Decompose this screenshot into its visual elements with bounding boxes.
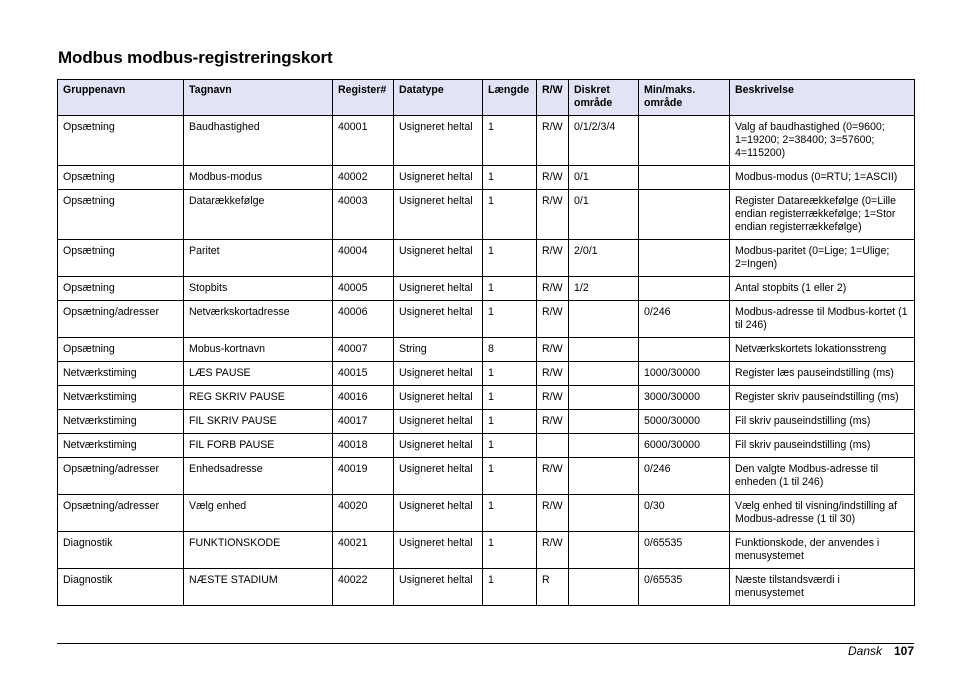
datatype-cell: Usigneret heltal bbox=[394, 301, 483, 338]
min-max-range-cell bbox=[639, 190, 730, 240]
group-cell: Opsætning/adresser bbox=[58, 301, 184, 338]
min-max-range-cell: 0/65535 bbox=[639, 532, 730, 569]
tag-cell: Stopbits bbox=[184, 277, 333, 301]
register-cell: 40007 bbox=[333, 338, 394, 362]
rw-cell: R/W bbox=[537, 338, 569, 362]
tag-cell: Netværkskortadresse bbox=[184, 301, 333, 338]
min-max-range-cell: 0/65535 bbox=[639, 569, 730, 606]
description-cell: Register Datareækkefølge (0=Lille endian registerrækkefølge; 1=Stor endian registerrækkefølge) bbox=[730, 190, 915, 240]
group-cell: Opsætning bbox=[58, 277, 184, 301]
min-max-range-cell bbox=[639, 116, 730, 166]
datatype-cell: Usigneret heltal bbox=[394, 240, 483, 277]
discrete-range-cell: 0/1 bbox=[569, 190, 639, 240]
tag-cell: NÆSTE STADIUM bbox=[184, 569, 333, 606]
column-header-rw: R/W bbox=[537, 80, 569, 116]
discrete-range-cell bbox=[569, 569, 639, 606]
tag-cell: Baudhastighed bbox=[184, 116, 333, 166]
tag-cell: LÆS PAUSE bbox=[184, 362, 333, 386]
length-cell: 1 bbox=[483, 166, 537, 190]
rw-cell: R/W bbox=[537, 362, 569, 386]
length-cell: 1 bbox=[483, 277, 537, 301]
discrete-range-cell: 1/2 bbox=[569, 277, 639, 301]
datatype-cell: Usigneret heltal bbox=[394, 362, 483, 386]
datatype-cell: Usigneret heltal bbox=[394, 458, 483, 495]
tag-cell: Mobus-kortnavn bbox=[184, 338, 333, 362]
register-cell: 40018 bbox=[333, 434, 394, 458]
length-cell: 1 bbox=[483, 532, 537, 569]
min-max-range-cell: 0/246 bbox=[639, 301, 730, 338]
page-title: Modbus modbus-registreringskort bbox=[58, 48, 333, 67]
datatype-cell: Usigneret heltal bbox=[394, 277, 483, 301]
description-cell: Vælg enhed til visning/indstilling af Modbus-adresse (1 til 30) bbox=[730, 495, 915, 532]
rw-cell: R/W bbox=[537, 458, 569, 495]
table-header-row bbox=[58, 80, 915, 116]
column-header-discrete-range: Diskret område bbox=[569, 80, 639, 116]
min-max-range-cell: 0/246 bbox=[639, 458, 730, 495]
group-cell: Opsætning bbox=[58, 190, 184, 240]
table-row bbox=[58, 116, 915, 166]
register-cell: 40001 bbox=[333, 116, 394, 166]
register-cell: 40017 bbox=[333, 410, 394, 434]
table-row bbox=[58, 277, 915, 301]
length-cell: 1 bbox=[483, 386, 537, 410]
discrete-range-cell bbox=[569, 434, 639, 458]
rw-cell: R bbox=[537, 569, 569, 606]
length-cell: 1 bbox=[483, 240, 537, 277]
datatype-cell: Usigneret heltal bbox=[394, 495, 483, 532]
register-cell: 40020 bbox=[333, 495, 394, 532]
rw-cell: R/W bbox=[537, 240, 569, 277]
tag-cell: Paritet bbox=[184, 240, 333, 277]
description-cell: Funktionskode, der anvendes i menusystemet bbox=[730, 532, 915, 569]
datatype-cell: Usigneret heltal bbox=[394, 166, 483, 190]
discrete-range-cell bbox=[569, 362, 639, 386]
min-max-range-cell: 5000/30000 bbox=[639, 410, 730, 434]
length-cell: 1 bbox=[483, 190, 537, 240]
discrete-range-cell: 0/1 bbox=[569, 166, 639, 190]
discrete-range-cell bbox=[569, 532, 639, 569]
group-cell: Diagnostik bbox=[58, 569, 184, 606]
rw-cell: R/W bbox=[537, 532, 569, 569]
tag-cell: Vælg enhed bbox=[184, 495, 333, 532]
register-cell: 40003 bbox=[333, 190, 394, 240]
length-cell: 1 bbox=[483, 569, 537, 606]
register-cell: 40005 bbox=[333, 277, 394, 301]
rw-cell bbox=[537, 434, 569, 458]
length-cell: 1 bbox=[483, 495, 537, 532]
description-cell: Valg af baudhastighed (0=9600; 1=19200; 2=38400; 3=57600; 4=115200) bbox=[730, 116, 915, 166]
footer-divider bbox=[57, 643, 914, 644]
table-row bbox=[58, 338, 915, 362]
discrete-range-cell bbox=[569, 301, 639, 338]
table-row bbox=[58, 301, 915, 338]
length-cell: 1 bbox=[483, 362, 537, 386]
min-max-range-cell: 3000/30000 bbox=[639, 386, 730, 410]
discrete-range-cell bbox=[569, 495, 639, 532]
table-row bbox=[58, 532, 915, 569]
table-row bbox=[58, 458, 915, 495]
min-max-range-cell: 0/30 bbox=[639, 495, 730, 532]
min-max-range-cell bbox=[639, 277, 730, 301]
discrete-range-cell: 2/0/1 bbox=[569, 240, 639, 277]
description-cell: Næste tilstandsværdi i menusystemet bbox=[730, 569, 915, 606]
page-number: 107 bbox=[893, 644, 914, 658]
datatype-cell: Usigneret heltal bbox=[394, 190, 483, 240]
datatype-cell: Usigneret heltal bbox=[394, 532, 483, 569]
group-cell: Netværkstiming bbox=[58, 410, 184, 434]
datatype-cell: Usigneret heltal bbox=[394, 386, 483, 410]
table-row bbox=[58, 495, 915, 532]
min-max-range-cell bbox=[639, 240, 730, 277]
table-row bbox=[58, 569, 915, 606]
register-cell: 40015 bbox=[333, 362, 394, 386]
description-cell: Den valgte Modbus-adresse til enheden (1 til 246) bbox=[730, 458, 915, 495]
length-cell: 8 bbox=[483, 338, 537, 362]
rw-cell: R/W bbox=[537, 410, 569, 434]
tag-cell: REG SKRIV PAUSE bbox=[184, 386, 333, 410]
column-header-min-max-range: Min/maks. område bbox=[639, 80, 730, 116]
description-cell: Modbus-adresse til Modbus-kortet (1 til 246) bbox=[730, 301, 915, 338]
rw-cell: R/W bbox=[537, 166, 569, 190]
description-cell: Antal stopbits (1 eller 2) bbox=[730, 277, 915, 301]
footer-language: Dansk bbox=[847, 644, 882, 658]
tag-cell: FIL FORB PAUSE bbox=[184, 434, 333, 458]
column-header-description: Beskrivelse bbox=[730, 80, 915, 116]
length-cell: 1 bbox=[483, 116, 537, 166]
column-header-datatype: Datatype bbox=[394, 80, 483, 116]
length-cell: 1 bbox=[483, 458, 537, 495]
length-cell: 1 bbox=[483, 410, 537, 434]
table-row bbox=[58, 166, 915, 190]
length-cell: 1 bbox=[483, 301, 537, 338]
datatype-cell: String bbox=[394, 338, 483, 362]
discrete-range-cell: 0/1/2/3/4 bbox=[569, 116, 639, 166]
column-header-length: Længde bbox=[483, 80, 537, 116]
description-cell: Netværkskortets lokationsstreng bbox=[730, 338, 915, 362]
group-cell: Opsætning bbox=[58, 116, 184, 166]
datatype-cell: Usigneret heltal bbox=[394, 116, 483, 166]
group-cell: Netværkstiming bbox=[58, 434, 184, 458]
datatype-cell: Usigneret heltal bbox=[394, 410, 483, 434]
description-cell: Fil skriv pauseindstilling (ms) bbox=[730, 434, 915, 458]
group-cell: Opsætning bbox=[58, 166, 184, 190]
table-row bbox=[58, 240, 915, 277]
register-cell: 40002 bbox=[333, 166, 394, 190]
description-cell: Register læs pauseindstilling (ms) bbox=[730, 362, 915, 386]
table-row bbox=[58, 386, 915, 410]
rw-cell: R/W bbox=[537, 301, 569, 338]
discrete-range-cell bbox=[569, 338, 639, 362]
register-cell: 40006 bbox=[333, 301, 394, 338]
column-header-group: Gruppenavn bbox=[58, 80, 184, 116]
column-header-tag: Tagnavn bbox=[184, 80, 333, 116]
min-max-range-cell: 1000/30000 bbox=[639, 362, 730, 386]
rw-cell: R/W bbox=[537, 116, 569, 166]
rw-cell: R/W bbox=[537, 190, 569, 240]
register-cell: 40019 bbox=[333, 458, 394, 495]
group-cell: Netværkstiming bbox=[58, 386, 184, 410]
length-cell: 1 bbox=[483, 434, 537, 458]
tag-cell: FUNKTIONSKODE bbox=[184, 532, 333, 569]
description-cell: Modbus-modus (0=RTU; 1=ASCII) bbox=[730, 166, 915, 190]
table-row bbox=[58, 362, 915, 386]
group-cell: Opsætning/adresser bbox=[58, 458, 184, 495]
min-max-range-cell bbox=[639, 166, 730, 190]
register-cell: 40016 bbox=[333, 386, 394, 410]
register-cell: 40022 bbox=[333, 569, 394, 606]
discrete-range-cell bbox=[569, 410, 639, 434]
min-max-range-cell: 6000/30000 bbox=[639, 434, 730, 458]
tag-cell: FIL SKRIV PAUSE bbox=[184, 410, 333, 434]
group-cell: Opsætning bbox=[58, 338, 184, 362]
modbus-register-table bbox=[57, 79, 915, 606]
description-cell: Modbus-paritet (0=Lige; 1=Ulige; 2=Ingen) bbox=[730, 240, 915, 277]
discrete-range-cell bbox=[569, 386, 639, 410]
min-max-range-cell bbox=[639, 338, 730, 362]
register-cell: 40004 bbox=[333, 240, 394, 277]
description-cell: Register skriv pauseindstilling (ms) bbox=[730, 386, 915, 410]
rw-cell: R/W bbox=[537, 386, 569, 410]
column-header-register: Register# bbox=[333, 80, 394, 116]
table-row bbox=[58, 434, 915, 458]
table-row bbox=[58, 190, 915, 240]
datatype-cell: Usigneret heltal bbox=[394, 569, 483, 606]
rw-cell: R/W bbox=[537, 277, 569, 301]
description-cell: Fil skriv pauseindstilling (ms) bbox=[730, 410, 915, 434]
rw-cell: R/W bbox=[537, 495, 569, 532]
group-cell: Diagnostik bbox=[58, 532, 184, 569]
group-cell: Netværkstiming bbox=[58, 362, 184, 386]
datatype-cell: Usigneret heltal bbox=[394, 434, 483, 458]
discrete-range-cell bbox=[569, 458, 639, 495]
table-body bbox=[58, 116, 915, 606]
table-row bbox=[58, 410, 915, 434]
tag-cell: Datarækkefølge bbox=[184, 190, 333, 240]
tag-cell: Enhedsadresse bbox=[184, 458, 333, 495]
group-cell: Opsætning/adresser bbox=[58, 495, 184, 532]
group-cell: Opsætning bbox=[58, 240, 184, 277]
register-cell: 40021 bbox=[333, 532, 394, 569]
tag-cell: Modbus-modus bbox=[184, 166, 333, 190]
